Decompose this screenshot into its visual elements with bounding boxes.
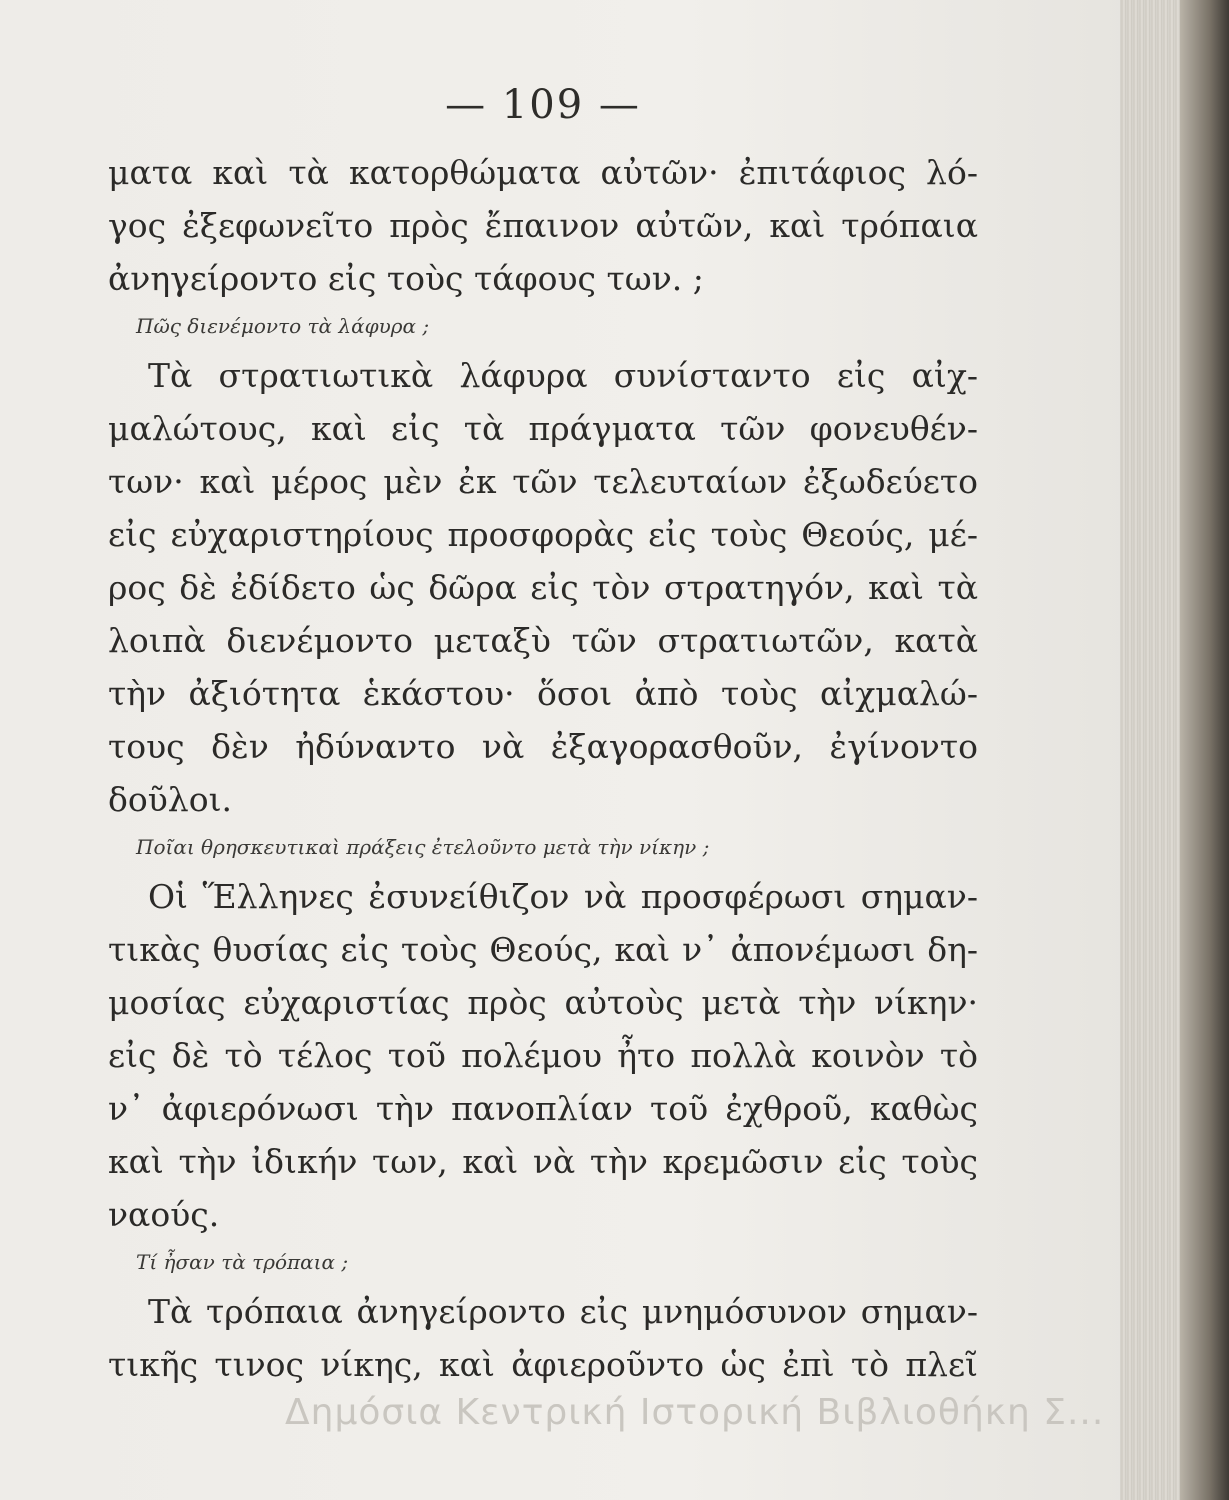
library-watermark: Δημόσια Κεντρική Ιστορική Βιβλιοθήκη Σ... [285, 1392, 1105, 1433]
text-line: καὶ τὴν ἰδικήν των, καὶ νὰ τὴν κρεμῶσιν εἰς τοὺς [108, 1142, 978, 1181]
question-heading: Ποῖαι θρησκευτικαὶ πράξεις ἐτελοῦντο μετὰ τὴν νίκην ; [136, 835, 710, 859]
answer-paragraph [108, 870, 978, 1241]
text-line: ἀνηγείροντο εἰς τοὺς τάφους των. ; [108, 259, 704, 298]
text-line: εἰς δὲ τὸ τέλος τοῦ πολέμου ἦτο πολλὰ κοινὸν τὸ [108, 1036, 978, 1075]
answer-paragraph [108, 1285, 978, 1391]
text-line: Οἱ Ἕλληνες ἐσυνείθιζον νὰ προσφέρωσι σημαν- [148, 877, 978, 916]
question-heading: Τί ἦσαν τὰ τρόπαια ; [136, 1250, 349, 1274]
text-line: ρος δὲ ἐδίδετο ὡς δῶρα εἰς τὸν στρατηγόν, καὶ τὰ [108, 568, 978, 607]
text-line: λοιπὰ διενέμοντο μεταξὺ τῶν στρατιωτῶν, κατὰ [108, 621, 978, 660]
page-number: — 109 — [445, 82, 641, 128]
text-line: Τὰ τρόπαια ἀνηγείροντο εἰς μνημόσυνον σημαν- [148, 1292, 978, 1331]
page-text [108, 82, 978, 1391]
text-line: των· καὶ μέρος μὲν ἐκ τῶν τελευταίων ἐξωδεύετο [108, 462, 978, 501]
text-line: Τὰ στρατιωτικὰ λάφυρα συνίσταντο εἰς αἰχ- [148, 356, 978, 395]
book-page-edge [1120, 0, 1229, 1500]
text-line: ναούς. [108, 1195, 220, 1234]
text-line: ματα καὶ τὰ κατορθώματα αὐτῶν· ἐπιτάφιος λό- [108, 153, 978, 192]
answer-paragraph [108, 349, 978, 826]
text-line: τικῆς τινος νίκης, καὶ ἀφιεροῦντο ὡς ἐπὶ τὸ πλεῖ [108, 1345, 978, 1384]
text-line: τὴν ἀξιότητα ἑκάστου· ὅσοι ἀπὸ τοὺς αἰχμαλώ- [108, 674, 978, 713]
paragraph-intro [108, 146, 978, 305]
question-heading: Πῶς διενέμοντο τὰ λάφυρα ; [136, 314, 430, 338]
text-line: τικὰς θυσίας εἰς τοὺς Θεούς, καὶ ν᾽ ἀπονέμωσι δη- [108, 930, 978, 969]
text-line: δοῦλοι. [108, 780, 233, 819]
text-line: εἰς εὐχαριστηρίους προσφορὰς εἰς τοὺς Θεούς, μέ- [108, 515, 978, 554]
text-line: γος ἐξεφωνεῖτο πρὸς ἔπαινον αὐτῶν, καὶ τρόπαια [108, 206, 978, 245]
text-line: τους δὲν ἠδύναντο νὰ ἐξαγορασθοῦν, ἐγίνοντο [108, 727, 978, 766]
text-line: ν᾽ ἀφιερόνωσι τὴν πανοπλίαν τοῦ ἐχθροῦ, καθὼς [108, 1089, 978, 1128]
text-line: μοσίας εὐχαριστίας πρὸς αὐτοὺς μετὰ τὴν νίκην· [108, 983, 978, 1022]
text-line: μαλώτους, καὶ εἰς τὰ πράγματα τῶν φονευθέν- [108, 409, 978, 448]
